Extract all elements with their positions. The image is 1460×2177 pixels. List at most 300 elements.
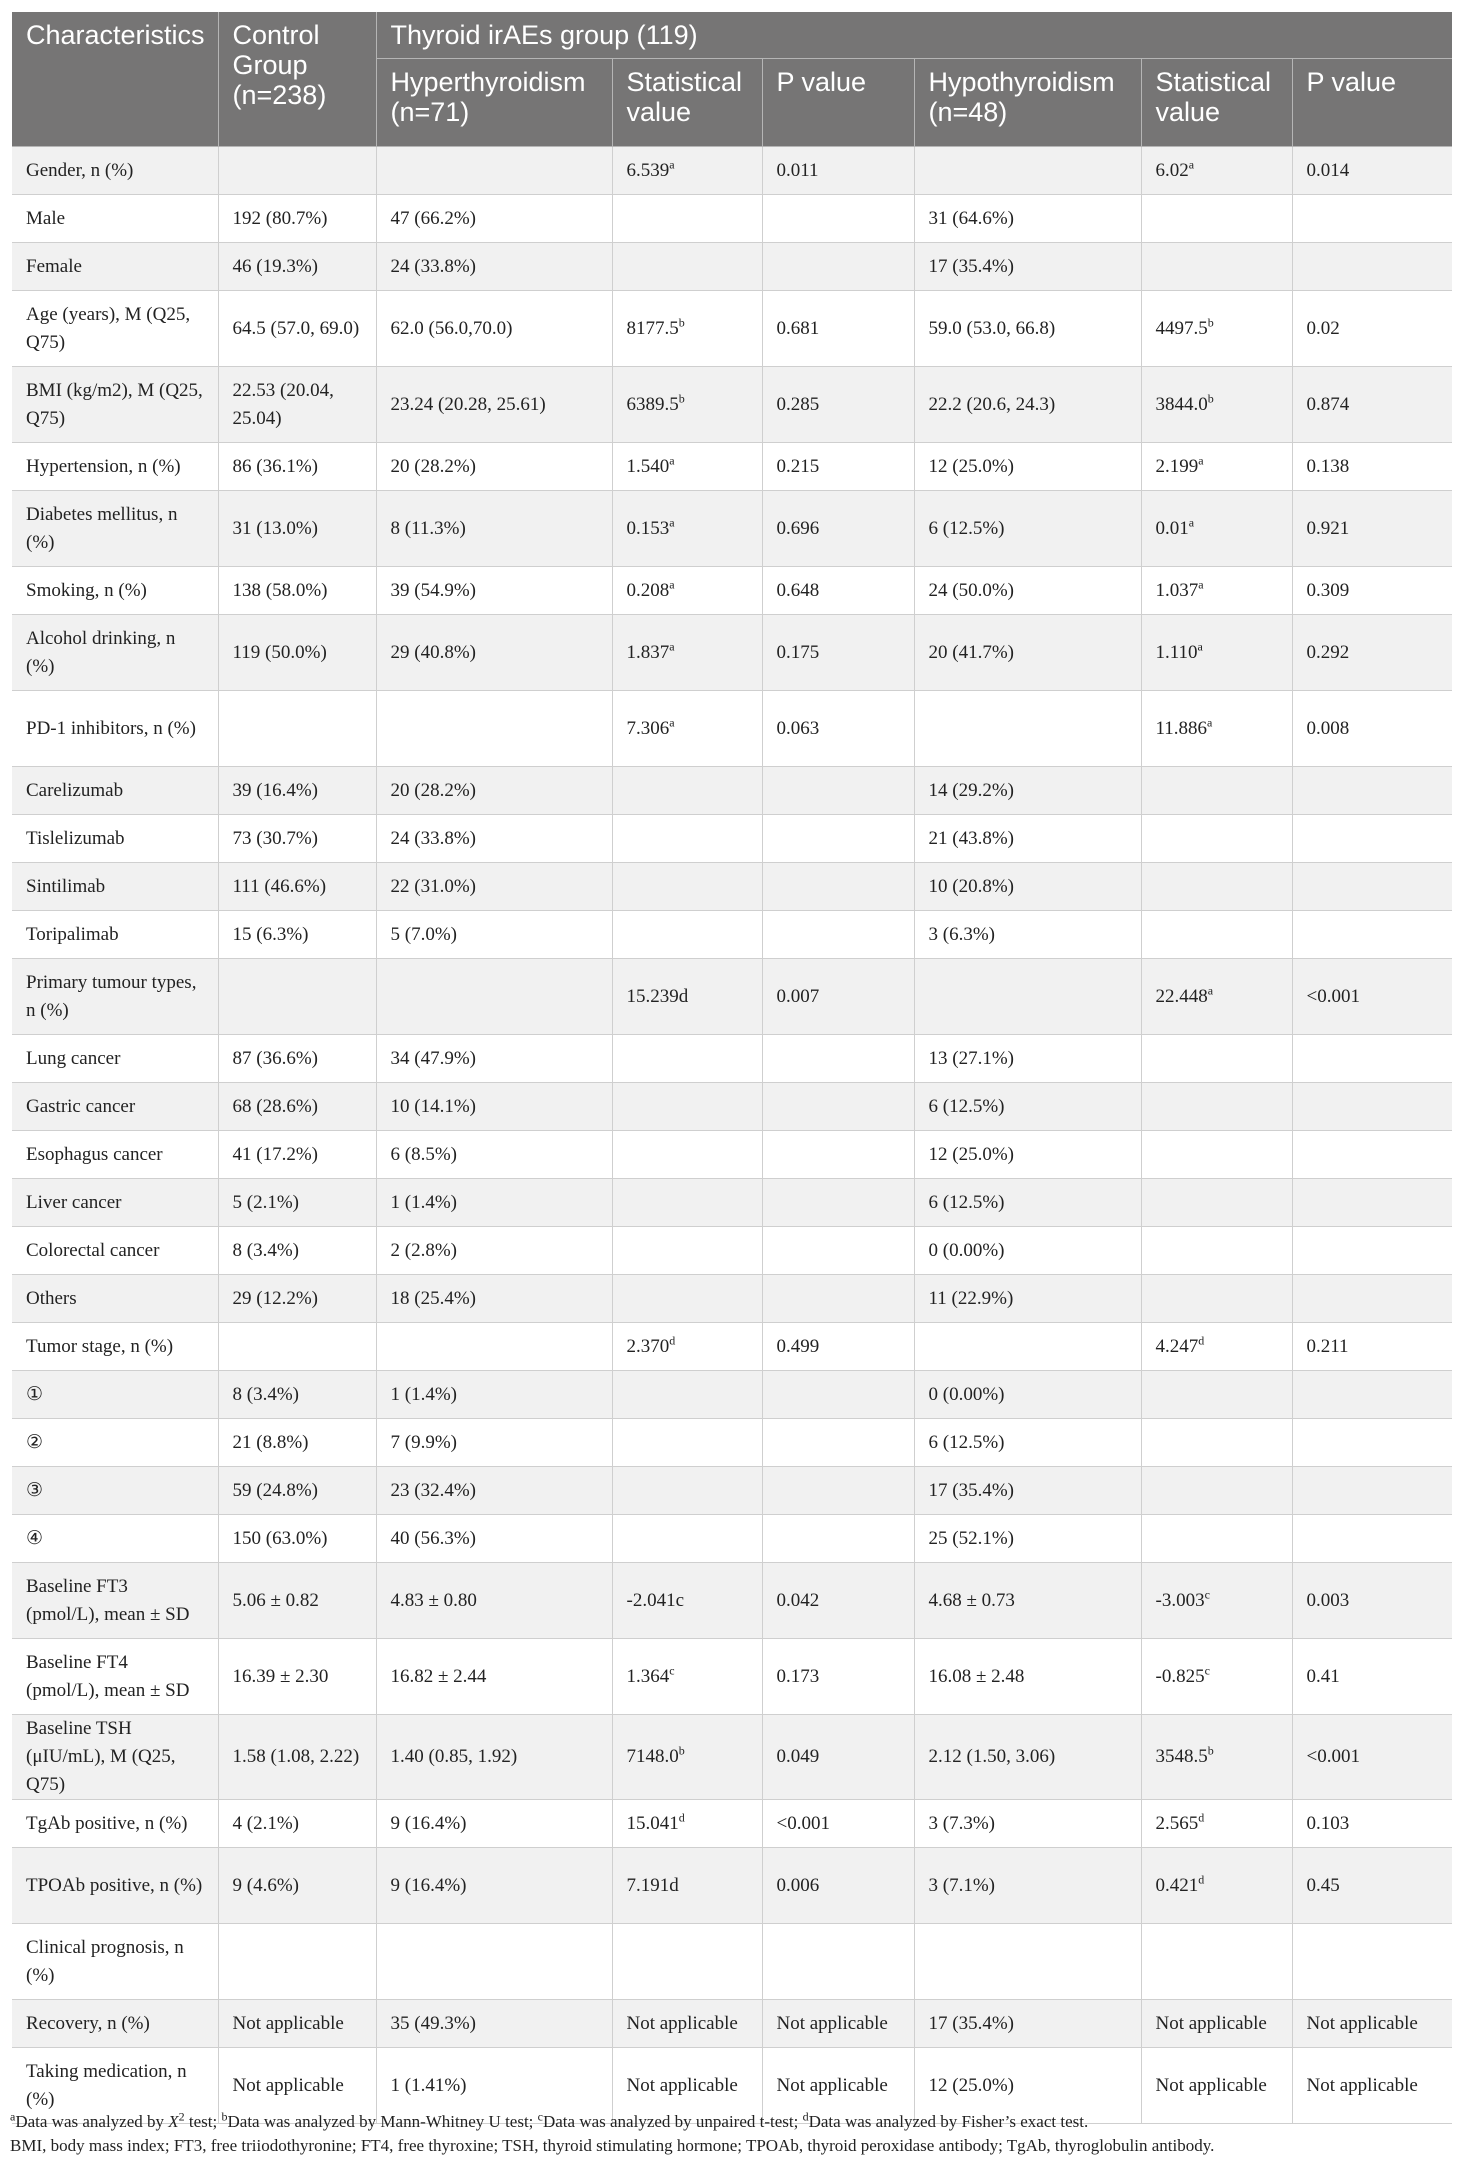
cell-p2 — [1292, 1131, 1452, 1179]
cell-p1 — [762, 863, 914, 911]
cell-control — [218, 1419, 376, 1467]
cell-text: Tumor stage, n (%) — [26, 1335, 174, 1357]
cell-p2 — [1292, 147, 1452, 195]
cell-p2 — [1292, 1639, 1452, 1715]
cell-text: Baseline FT3 (pmol/L), mean ± SD — [26, 1575, 190, 1625]
cell-text: 22.2 (20.6, 24.3) — [928, 393, 1056, 415]
cell-hypo — [914, 911, 1141, 959]
footnote-marker: a — [1198, 453, 1204, 468]
cell-text: 1.110 — [1155, 641, 1198, 663]
cell-stat1 — [612, 1563, 762, 1639]
cell-hyper — [376, 1800, 612, 1848]
cell-text: 0.103 — [1306, 1812, 1350, 1834]
table-row — [12, 767, 1452, 815]
cell-control — [218, 1371, 376, 1419]
cell-hyper — [376, 691, 612, 767]
cell-control — [218, 243, 376, 291]
cell-label — [12, 243, 218, 291]
cell-stat1 — [612, 911, 762, 959]
cell-text: 0.063 — [776, 717, 820, 739]
cell-text: 5.06 ± 0.82 — [232, 1589, 319, 1611]
cell-text: 3548.5 — [1155, 1746, 1208, 1767]
cell-text: 0.45 — [1306, 1874, 1340, 1896]
table-row — [12, 1639, 1452, 1715]
cell-stat1 — [612, 1639, 762, 1715]
cell-label — [12, 1924, 218, 2000]
cell-label — [12, 767, 218, 815]
cell-hypo — [914, 1848, 1141, 1924]
cell-stat1 — [612, 1275, 762, 1323]
cell-text: 21 (8.8%) — [232, 1431, 309, 1453]
cell-label — [12, 367, 218, 443]
cell-control — [218, 1515, 376, 1563]
cell-hyper — [376, 1467, 612, 1515]
cell-p2 — [1292, 815, 1452, 863]
footnote-text: Data was analyzed by — [15, 2112, 169, 2131]
cell-control — [218, 1179, 376, 1227]
cell-text: 4.68 ± 0.73 — [928, 1589, 1015, 1611]
footnote-marker: b — [221, 2109, 228, 2124]
cell-text: 3 (7.1%) — [928, 1874, 995, 1896]
cell-hyper — [376, 1179, 612, 1227]
cell-p2 — [1292, 2000, 1452, 2048]
cell-p1 — [762, 1035, 914, 1083]
cell-text: Not applicable — [626, 2012, 738, 2034]
cell-label — [12, 567, 218, 615]
footnote-marker: a — [1188, 157, 1195, 172]
cell-text: -0.825 — [1155, 1665, 1205, 1687]
cell-text: 2.199 — [1155, 455, 1199, 477]
cell-text: 1 (1.41%) — [390, 2074, 467, 2096]
cell-label — [12, 1323, 218, 1371]
cell-stat2 — [1141, 815, 1292, 863]
cell-text: 62.0 (56.0,70.0) — [390, 317, 513, 339]
cell-text: 0.874 — [1306, 393, 1350, 415]
cell-stat2 — [1141, 911, 1292, 959]
cell-text: 12 (25.0%) — [928, 2074, 1014, 2096]
table-row — [12, 1467, 1452, 1515]
table-row — [12, 291, 1452, 367]
footnote-marker: d — [1198, 1872, 1205, 1887]
table-row — [12, 1563, 1452, 1639]
cell-hyper — [376, 815, 612, 863]
cell-hypo — [914, 443, 1141, 491]
cell-stat2 — [1141, 1323, 1292, 1371]
cell-stat1 — [612, 491, 762, 567]
cell-p2 — [1292, 1800, 1452, 1848]
cell-label — [12, 1275, 218, 1323]
cell-p2 — [1292, 911, 1452, 959]
cell-p1 — [762, 1275, 914, 1323]
cell-text: 16.82 ± 2.44 — [390, 1665, 487, 1687]
cell-text: 31 (13.0%) — [232, 517, 318, 539]
cell-text: 0.208 — [626, 579, 670, 601]
cell-text: 2.565 — [1155, 1812, 1199, 1834]
table-row — [12, 691, 1452, 767]
cell-stat1 — [612, 1131, 762, 1179]
cell-text: 1.364 — [626, 1665, 670, 1687]
cell-hyper — [376, 2000, 612, 2048]
cell-text: 1.58 (1.08, 2.22) — [232, 1746, 360, 1767]
cell-hyper — [376, 959, 612, 1035]
cell-p1 — [762, 1515, 914, 1563]
cell-text: Not applicable — [1155, 2012, 1267, 2034]
cell-p1 — [762, 491, 914, 567]
cell-text: ② — [26, 1431, 44, 1453]
cell-text: 0.02 — [1306, 317, 1340, 339]
cell-text: 34 (47.9%) — [390, 1047, 476, 1069]
cell-hypo — [914, 1179, 1141, 1227]
cell-text: -3.003 — [1155, 1589, 1205, 1611]
table-header — [12, 12, 1452, 147]
cell-hypo — [914, 291, 1141, 367]
cell-text: PD-1 inhibitors, n (%) — [26, 717, 196, 739]
cell-control — [218, 767, 376, 815]
cell-stat2 — [1141, 195, 1292, 243]
table-row — [12, 443, 1452, 491]
cell-hyper — [376, 443, 612, 491]
cell-label — [12, 1227, 218, 1275]
cell-stat2 — [1141, 2000, 1292, 2048]
cell-text: <0.001 — [1306, 1746, 1360, 1767]
cell-text: 150 (63.0%) — [232, 1527, 328, 1549]
cell-control — [218, 815, 376, 863]
footnote-marker: d — [678, 1810, 685, 1825]
cell-text: <0.001 — [776, 1812, 830, 1834]
cell-hypo — [914, 959, 1141, 1035]
cell-p1 — [762, 1131, 914, 1179]
cell-p1 — [762, 615, 914, 691]
cell-hypo — [914, 491, 1141, 567]
cell-control — [218, 147, 376, 195]
cell-p2 — [1292, 1467, 1452, 1515]
cell-text: 138 (58.0%) — [232, 579, 328, 601]
cell-hypo — [914, 1083, 1141, 1131]
cell-hyper — [376, 1371, 612, 1419]
cell-p1 — [762, 959, 914, 1035]
cell-text: Alcohol drinking, n (%) — [26, 627, 176, 677]
cell-text: 39 (16.4%) — [232, 779, 318, 801]
cell-text: 14 (29.2%) — [928, 779, 1014, 801]
cell-text: Not applicable — [1306, 2074, 1418, 2096]
cell-hyper — [376, 243, 612, 291]
cell-p1 — [762, 1323, 914, 1371]
cell-text: 1.037 — [1155, 579, 1199, 601]
footnote-abbreviations: BMI, body mass index; FT3, free triiodothyronine; FT4, free thyroxine; TSH, thyroid stimulating hormone; TPOAb, thyroid peroxidase antibody; TgAb, thyroglobulin antibody. — [10, 2136, 1215, 2155]
cell-stat1 — [612, 1715, 762, 1800]
cell-text: 1.40 (0.85, 1.92) — [390, 1746, 518, 1767]
cell-hypo — [914, 815, 1141, 863]
cell-label — [12, 147, 218, 195]
cell-text: 0.153 — [626, 517, 670, 539]
cell-text: Not applicable — [1155, 2074, 1267, 2096]
cell-stat2 — [1141, 1639, 1292, 1715]
cell-hyper — [376, 863, 612, 911]
table-row — [12, 367, 1452, 443]
cell-text: 0.006 — [776, 1874, 820, 1896]
footnote-marker: b — [1207, 1743, 1214, 1758]
cell-hypo — [914, 1467, 1141, 1515]
cell-p2 — [1292, 443, 1452, 491]
cell-hypo — [914, 1515, 1141, 1563]
cell-stat2 — [1141, 291, 1292, 367]
cell-stat2 — [1141, 243, 1292, 291]
cell-stat1 — [612, 1924, 762, 2000]
cell-label — [12, 1131, 218, 1179]
cell-text: Baseline FT4 (pmol/L), mean ± SD — [26, 1651, 190, 1701]
cell-label — [12, 691, 218, 767]
cell-stat2 — [1141, 1275, 1292, 1323]
cell-stat1 — [612, 691, 762, 767]
cell-label — [12, 1563, 218, 1639]
cell-control — [218, 1467, 376, 1515]
cell-text: 5 (7.0%) — [390, 923, 457, 945]
cell-p1 — [762, 367, 914, 443]
cell-p1 — [762, 1639, 914, 1715]
footnote-marker: a — [10, 2109, 16, 2124]
cell-p1 — [762, 195, 914, 243]
cell-p1 — [762, 1371, 914, 1419]
cell-hypo — [914, 1371, 1141, 1419]
cell-p2 — [1292, 767, 1452, 815]
cell-control — [218, 615, 376, 691]
cell-hypo — [914, 1715, 1141, 1800]
cell-hypo — [914, 1035, 1141, 1083]
cell-control — [218, 1848, 376, 1924]
cell-stat1 — [612, 1083, 762, 1131]
cell-stat2 — [1141, 1924, 1292, 2000]
cell-label — [12, 491, 218, 567]
cell-text: Tislelizumab — [26, 827, 125, 849]
cell-text: 10 (20.8%) — [928, 875, 1014, 897]
table-row — [12, 1275, 1452, 1323]
cell-hypo — [914, 1131, 1141, 1179]
cell-label — [12, 1035, 218, 1083]
cell-control — [218, 1083, 376, 1131]
cell-text: -2.041c — [626, 1589, 685, 1611]
cell-stat1 — [612, 367, 762, 443]
cell-text: 86 (36.1%) — [232, 455, 318, 477]
table-row — [12, 195, 1452, 243]
footnote-marker: d — [1198, 1810, 1205, 1825]
cell-hypo — [914, 1800, 1141, 1848]
table-row — [12, 1179, 1452, 1227]
cell-text: Esophagus cancer — [26, 1143, 163, 1165]
table-row — [12, 1083, 1452, 1131]
cell-hypo — [914, 1924, 1141, 2000]
footnote-marker: b — [678, 391, 685, 406]
cell-p1 — [762, 767, 914, 815]
cell-text: 22.448 — [1155, 985, 1208, 1007]
cell-stat1 — [612, 863, 762, 911]
cell-text: Others — [26, 1287, 77, 1309]
cell-text: 20 (28.2%) — [390, 455, 476, 477]
cell-p2 — [1292, 1715, 1452, 1800]
footnote-marker: d — [1198, 1333, 1205, 1348]
header-statistical-value-1: Statistical value — [612, 59, 762, 147]
cell-text: 22 (31.0%) — [390, 875, 476, 897]
cell-text: 6 (12.5%) — [928, 517, 1005, 539]
cell-stat1 — [612, 443, 762, 491]
cell-stat1 — [612, 243, 762, 291]
cell-text: 8 (11.3%) — [390, 517, 466, 539]
cell-text: 0.921 — [1306, 517, 1350, 539]
cell-control — [218, 1035, 376, 1083]
table-row — [12, 1715, 1452, 1800]
cell-text: 1.837 — [626, 641, 670, 663]
cell-text: 39 (54.9%) — [390, 579, 476, 601]
cell-text: 7.306 — [626, 717, 670, 739]
cell-text: 64.5 (57.0, 69.0) — [232, 317, 360, 339]
cell-control — [218, 1323, 376, 1371]
cell-text: 3844.0 — [1155, 393, 1208, 415]
cell-stat1 — [612, 1467, 762, 1515]
cell-text: Baseline TSH (μIU/mL), M (Q25, Q75) — [26, 1718, 176, 1795]
cell-hypo — [914, 367, 1141, 443]
table-row — [12, 1800, 1452, 1848]
cell-stat1 — [612, 1419, 762, 1467]
cell-hypo — [914, 1419, 1141, 1467]
footnote-text: Data was analyzed by unpaired t-test; — [542, 2112, 803, 2131]
cell-label — [12, 1848, 218, 1924]
footnote-marker: 2 — [178, 2109, 185, 2124]
cell-text: 20 (41.7%) — [928, 641, 1014, 663]
cell-p1 — [762, 1179, 914, 1227]
cell-p2 — [1292, 1924, 1452, 2000]
cell-text: Taking medication, n (%) — [26, 2060, 187, 2110]
cell-text: 0.008 — [1306, 717, 1350, 739]
cell-text: Recovery, n (%) — [26, 2012, 150, 2034]
cell-stat2 — [1141, 1419, 1292, 1467]
cell-text: 0.215 — [776, 455, 820, 477]
cell-p1 — [762, 1924, 914, 2000]
cell-stat2 — [1141, 1083, 1292, 1131]
cell-hyper — [376, 1227, 612, 1275]
cell-label — [12, 1179, 218, 1227]
footnote-marker: a — [1188, 515, 1195, 530]
cell-stat1 — [612, 615, 762, 691]
cell-text: 22.53 (20.04, 25.04) — [232, 379, 334, 429]
cell-stat2 — [1141, 567, 1292, 615]
cell-text: 0.175 — [776, 641, 820, 663]
header-p-value-1: P value — [762, 59, 914, 147]
footnote-marker: c — [669, 1663, 675, 1678]
cell-text: 87 (36.6%) — [232, 1047, 318, 1069]
cell-text: Lung cancer — [26, 1047, 121, 1069]
cell-control — [218, 2000, 376, 2048]
cell-text: 0.696 — [776, 517, 820, 539]
cell-stat2 — [1141, 1800, 1292, 1848]
cell-stat2 — [1141, 1371, 1292, 1419]
cell-text: Gastric cancer — [26, 1095, 136, 1117]
cell-text: 21 (43.8%) — [928, 827, 1014, 849]
cell-text: Primary tumour types, n (%) — [26, 971, 197, 1021]
header-p-value-2: P value — [1292, 59, 1452, 147]
cell-text: 1.540 — [626, 455, 670, 477]
cell-p2 — [1292, 1227, 1452, 1275]
cell-text: Not applicable — [1306, 2012, 1418, 2034]
cell-hyper — [376, 911, 612, 959]
cell-stat2 — [1141, 1131, 1292, 1179]
cell-hypo — [914, 1275, 1141, 1323]
cell-text: 59 (24.8%) — [232, 1479, 318, 1501]
cell-control — [218, 443, 376, 491]
cell-text: 8 (3.4%) — [232, 1239, 299, 1261]
cell-label — [12, 615, 218, 691]
table-row — [12, 1924, 1452, 2000]
table-row — [12, 1323, 1452, 1371]
characteristics-table — [12, 12, 1452, 2124]
cell-label — [12, 815, 218, 863]
cell-text: 0.292 — [1306, 641, 1350, 663]
footnote-text: test; — [184, 2112, 222, 2131]
cell-text: 7148.0 — [626, 1746, 679, 1767]
cell-label — [12, 863, 218, 911]
cell-p1 — [762, 1419, 914, 1467]
cell-text: 0.01 — [1155, 517, 1189, 539]
cell-text: 119 (50.0%) — [232, 641, 327, 663]
cell-label — [12, 443, 218, 491]
table-row — [12, 815, 1452, 863]
cell-text: 7.191d — [626, 1874, 679, 1896]
cell-text: 0.173 — [776, 1665, 820, 1687]
cell-hyper — [376, 1035, 612, 1083]
cell-hyper — [376, 195, 612, 243]
cell-hyper — [376, 367, 612, 443]
cell-p1 — [762, 243, 914, 291]
cell-control — [218, 1275, 376, 1323]
cell-p2 — [1292, 243, 1452, 291]
cell-text: 15 (6.3%) — [232, 923, 309, 945]
cell-label — [12, 1419, 218, 1467]
header-hyperthyroidism: Hyperthyroidism (n=71) — [376, 59, 612, 147]
cell-text: 73 (30.7%) — [232, 827, 318, 849]
cell-p2 — [1292, 1371, 1452, 1419]
header-statistical-value-2: Statistical value — [1141, 59, 1292, 147]
table-row — [12, 2000, 1452, 2048]
table-row — [12, 1515, 1452, 1563]
cell-stat1 — [612, 2000, 762, 2048]
cell-text: Not applicable — [626, 2074, 738, 2096]
cell-hyper — [376, 767, 612, 815]
footnote-marker: d — [669, 1333, 676, 1348]
cell-text: 111 (46.6%) — [232, 875, 327, 897]
footnote-marker: c — [1204, 1663, 1210, 1678]
cell-hyper — [376, 1715, 612, 1800]
table-row — [12, 1227, 1452, 1275]
cell-text: ① — [26, 1383, 44, 1405]
cell-text: 4.83 ± 0.80 — [390, 1589, 477, 1611]
cell-p1 — [762, 1848, 914, 1924]
cell-stat1 — [612, 1848, 762, 1924]
cell-p2 — [1292, 1419, 1452, 1467]
cell-hypo — [914, 1563, 1141, 1639]
cell-label — [12, 2000, 218, 2048]
cell-hyper — [376, 567, 612, 615]
cell-hypo — [914, 195, 1141, 243]
cell-hyper — [376, 291, 612, 367]
cell-p2 — [1292, 959, 1452, 1035]
header-characteristics: Characteristics — [12, 12, 218, 147]
cell-text: 0.007 — [776, 985, 820, 1007]
cell-hypo — [914, 567, 1141, 615]
cell-text: 3 (7.3%) — [928, 1812, 995, 1834]
footnote-marker: d — [802, 2109, 809, 2124]
cell-p2 — [1292, 1035, 1452, 1083]
cell-text: 1 (1.4%) — [390, 1383, 457, 1405]
cell-hyper — [376, 1639, 612, 1715]
cell-text: 9 (16.4%) — [390, 1812, 467, 1834]
